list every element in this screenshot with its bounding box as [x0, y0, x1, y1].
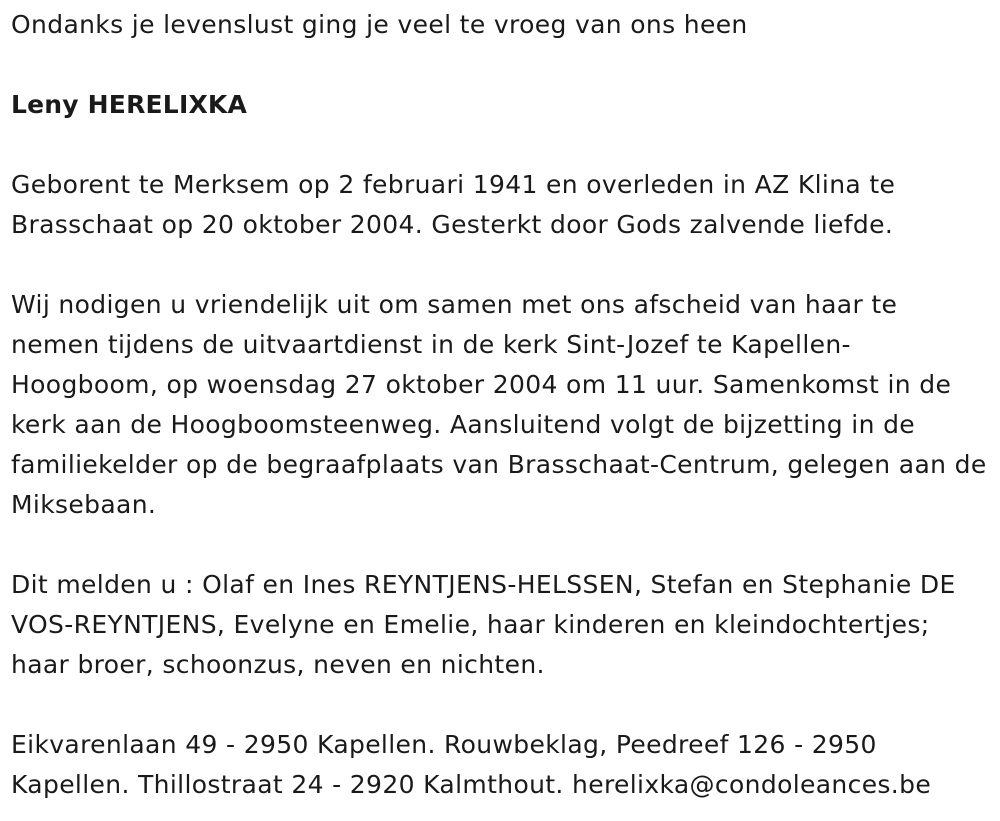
announcers-paragraph: Dit melden u : Olaf en Ines REYNTJENS-HELSSEN, Stefan en Stephanie DE VOS-REYNTJENS, Evelyne en Emelie, haar kinderen en kleindochtertjes; haar broer, schoonzus, neven en nichten.: [11, 570, 956, 679]
funeral-invitation-paragraph: Wij nodigen u vriendelijk uit om samen met ons afscheid van haar te nemen tijdens de uitvaartdienst in de kerk Sint-Jozef te Kapellen-Hoogboom, op woensdag 27 oktober 2004 om 11 uur. Samenkomst in de kerk aan de Hoogboomsteenweg. Aansluitend volgt de bijzetting in de familiekelder op de begraafplaats van Brasschaat-Centrum, gelegen aan de Miksebaan.: [11, 290, 987, 519]
motto-line: Ondanks je levenslust ging je veel te vroeg van ons heen: [11, 10, 748, 39]
deceased-name: Leny HERELIXKA: [11, 90, 248, 119]
addresses-paragraph: Eikvarenlaan 49 - 2950 Kapellen. Rouwbeklag, Peedreef 126 - 2950 Kapellen. Thillostraat 24 - 2920 Kalmthout. herelixka@condoleances.be: [11, 730, 932, 799]
birth-death-paragraph: Geborent te Merksem op 2 februari 1941 en overleden in AZ Klina te Brasschaat op 20 oktober 2004. Gesterkt door Gods zalvende liefde.: [11, 170, 896, 239]
obituary-notice: [11, 5, 991, 805]
